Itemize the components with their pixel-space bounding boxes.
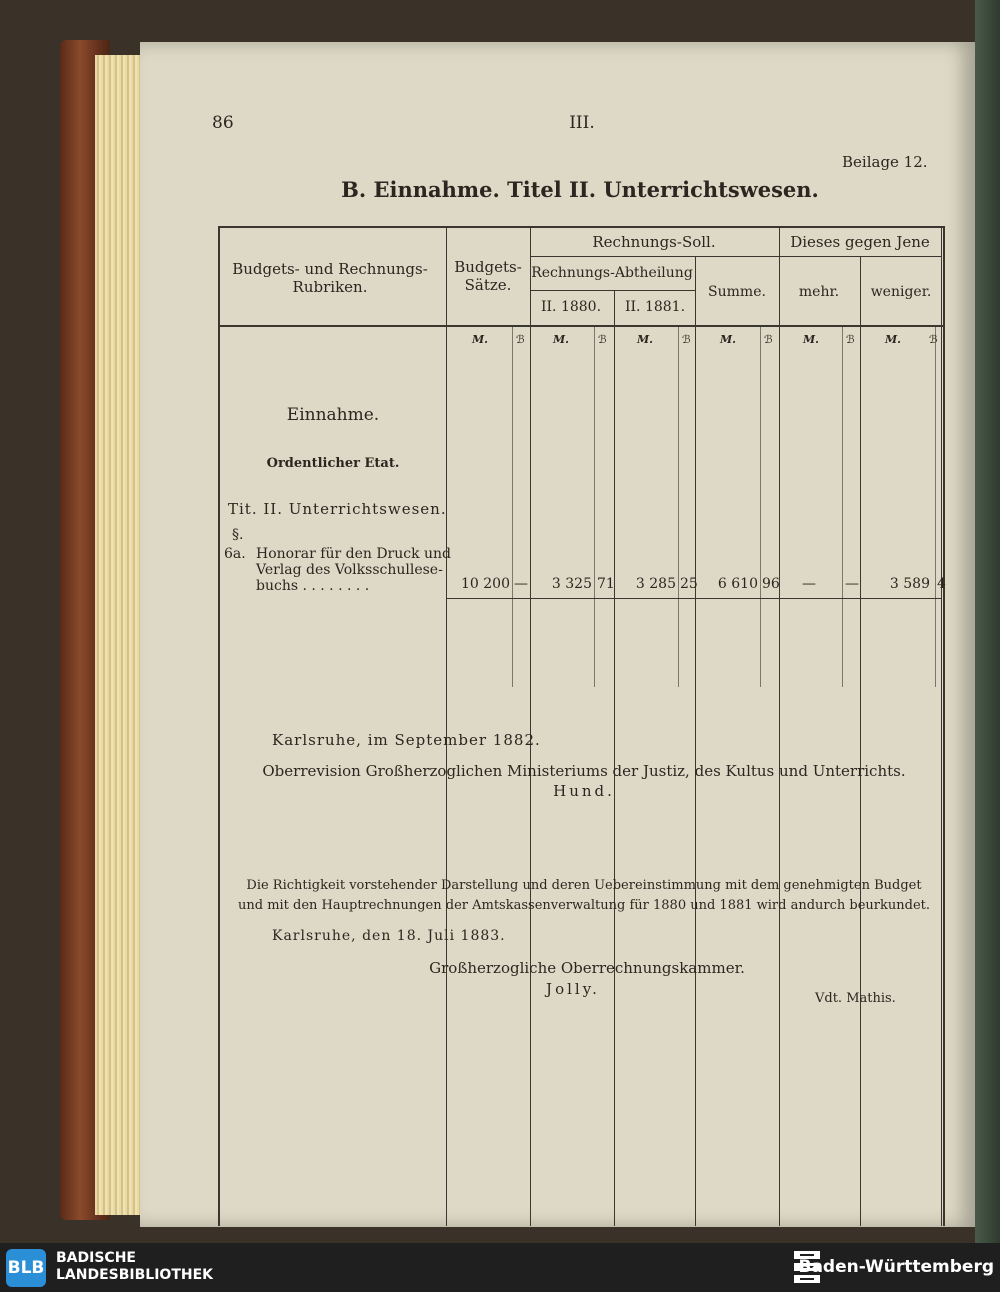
- currency-pf: ℬ: [598, 333, 607, 346]
- currency-pf: ℬ: [516, 333, 525, 346]
- col-line: [446, 226, 447, 1226]
- cell-budget-pf: —: [514, 576, 528, 592]
- header-weniger: weniger.: [870, 284, 932, 300]
- col-line: [695, 256, 696, 1226]
- state-name[interactable]: Baden-Württemberg: [798, 1257, 994, 1277]
- pf-line: [512, 327, 513, 687]
- certification-text: Die Richtigkeit vorstehender Darstellung und deren Uebereinstimmung mit dem genehmigten Budget und mit den Hauptrechnungen der Amtskassenverwaltung für 1880 und 1881 wird andurch beurkundet.: [237, 878, 931, 913]
- cell-mehr-pf: —: [845, 576, 859, 592]
- header-dieses: Dieses gegen Jene: [790, 233, 930, 251]
- col-line: [779, 226, 780, 1226]
- pf-line: [842, 327, 843, 687]
- page-number: 86: [212, 113, 234, 133]
- header-rubriken: Budgets- und Rechnungs- Rubriken.: [232, 260, 428, 296]
- paragraph-sign: §.: [232, 527, 244, 543]
- currency-pf: ℬ: [846, 333, 855, 346]
- table-frame: [218, 226, 945, 1226]
- sum-rule: [446, 598, 941, 599]
- pf-line: [760, 327, 761, 687]
- currency-pf: ℬ: [764, 333, 773, 346]
- header-1881: II. 1881.: [624, 299, 686, 315]
- cell-weniger-pf: 4: [937, 576, 946, 592]
- library-name[interactable]: BADISCHE LANDESBIBLIOTHEK: [56, 1250, 214, 1283]
- cell-1880-m: 3 325: [551, 576, 592, 592]
- col-line: [860, 256, 861, 1226]
- soll-rule: [530, 256, 779, 257]
- cell-summe-m: 6 610: [717, 576, 758, 592]
- col-line: [530, 226, 531, 1226]
- currency-mark: M.: [553, 333, 570, 346]
- authority-1: Oberrevision Großherzoglichen Ministeriums der Justiz, des Kultus und Unterrichts.: [262, 762, 906, 780]
- currency-pf: ℬ: [929, 333, 938, 346]
- header-soll: Rechnungs-Soll.: [592, 233, 716, 251]
- right-binding: [975, 0, 1000, 1243]
- header-abtheilung: Rechnungs-Abtheilung: [531, 265, 693, 281]
- pf-line: [594, 327, 595, 687]
- currency-mark: M.: [637, 333, 654, 346]
- header-mehr: mehr.: [798, 284, 840, 300]
- section-titel: Tit. II. Unterrichtswesen.: [228, 500, 447, 518]
- cell-weniger-m: 3 589: [889, 576, 930, 592]
- section-etat: Ordentlicher Etat.: [266, 456, 400, 471]
- page-title: B. Einnahme. Titel II. Unterrichtswesen.: [341, 177, 819, 202]
- signer-2: Jolly.: [546, 980, 600, 998]
- col-line: [941, 226, 942, 1226]
- currency-mark: M.: [803, 333, 820, 346]
- cell-budget-m: 10 200: [461, 576, 510, 592]
- section-einnahme: Einnahme.: [286, 405, 380, 425]
- blb-logo[interactable]: BLB: [6, 1249, 46, 1287]
- currency-mark: M.: [720, 333, 737, 346]
- cell-1880-pf: 71: [597, 576, 615, 592]
- page-edges: [95, 55, 140, 1215]
- item-description: Honorar für den Druck und Verlag des Volksschullese- buchs . . . . . . . .: [256, 546, 452, 594]
- beilage-label: Beilage 12.: [842, 153, 928, 171]
- authority-2: Großherzogliche Oberrechnungskammer.: [429, 959, 745, 977]
- header-1880: II. 1880.: [540, 299, 602, 315]
- section-number: III.: [569, 113, 595, 133]
- cell-summe-pf: 96: [762, 576, 780, 592]
- currency-pf: ℬ: [682, 333, 691, 346]
- header-saetze: Budgets- Sätze.: [454, 258, 522, 294]
- cell-1881-pf: 25: [680, 576, 698, 592]
- viewer-footer: [0, 1243, 1000, 1292]
- pf-line: [678, 327, 679, 687]
- place-date-1: Karlsruhe, im September 1882.: [272, 731, 541, 749]
- header-summe: Summe.: [708, 284, 766, 300]
- header-rule: [218, 325, 945, 327]
- signer-1: Hund.: [553, 782, 615, 800]
- pf-line: [935, 327, 936, 687]
- abtheilung-rule: [530, 290, 695, 291]
- item-number: 6a.: [224, 546, 246, 562]
- col-line: [614, 290, 615, 1226]
- currency-mark: M.: [472, 333, 489, 346]
- cell-mehr-m: —: [802, 576, 816, 592]
- place-date-2: Karlsruhe, den 18. Juli 1883.: [272, 928, 506, 944]
- currency-mark: M.: [885, 333, 902, 346]
- vdt-signature: Vdt. Mathis.: [815, 991, 896, 1006]
- cell-1881-m: 3 285: [635, 576, 676, 592]
